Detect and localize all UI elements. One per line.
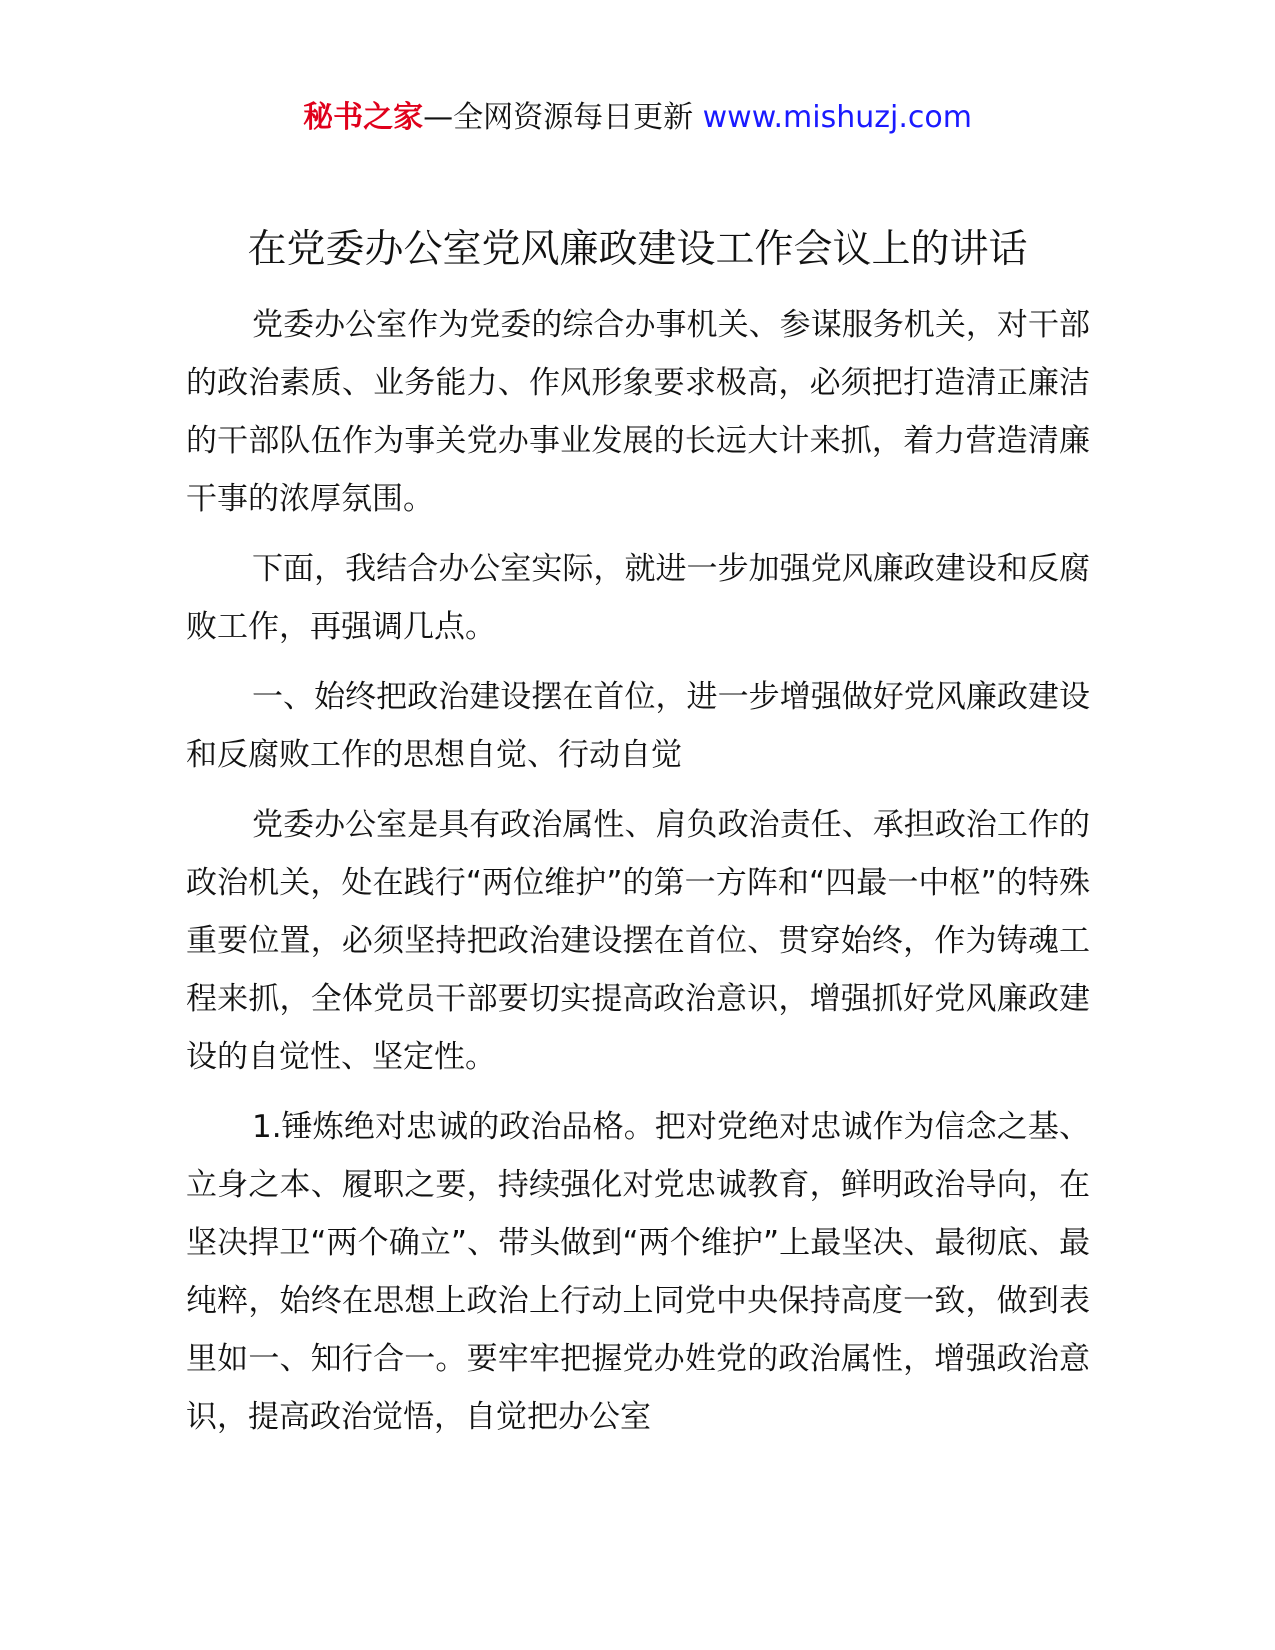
- header-brand: 秘书之家: [303, 100, 424, 135]
- section-heading-1: 一、始终把政治建设摆在首位，进一步增强做好党风廉政建设和反腐败工作的思想自觉、行动自觉: [186, 679, 1090, 773]
- document-title: 在党委办公室党风廉政建设工作会议上的讲话: [247, 227, 1028, 272]
- header-tagline: —全网资源每日更新: [423, 100, 694, 135]
- paragraph-section-1: 党委办公室是具有政治属性、肩负政治责任、承担政治工作的政治机关，处在践行“两位维护”的第一方阵和“四最一中枢”的特殊重要位置，必须坚持把政治建设摆在首位、贯穿始终，作为铸魂工程来抓，全体党员干部要切实提高政治意识，增强抓好党风廉政建设的自觉性、坚定性。: [186, 807, 1090, 1075]
- page-header: [0, 96, 1275, 140]
- paragraph-intro: 党委办公室作为党委的综合办事机关、参谋服务机关，对干部的政治素质、业务能力、作风形象要求极高，必须把打造清正廉洁的干部队伍作为事关党办事业发展的长远大计来抓，着力营造清廉干事的浓厚氛围。: [186, 307, 1090, 517]
- header-url-link[interactable]: www.mishuzj.com: [702, 100, 972, 135]
- document-body: [186, 296, 1090, 1458]
- paragraph-transition: 下面，我结合办公室实际，就进一步加强党风廉政建设和反腐败工作，再强调几点。: [186, 551, 1090, 645]
- paragraph-point-1: 1.锤炼绝对忠诚的政治品格。把对党绝对忠诚作为信念之基、立身之本、履职之要，持续强化对党忠诚教育，鲜明政治导向，在坚决捍卫“两个确立”、带头做到“两个维护”上最坚决、最彻底、最纯粹，始终在思想上政治上行动上同党中央保持高度一致，做到表里如一、知行合一。要牢牢把握党办姓党的政治属性，增强政治意识，提高政治觉悟，自觉把办公室: [186, 1109, 1090, 1435]
